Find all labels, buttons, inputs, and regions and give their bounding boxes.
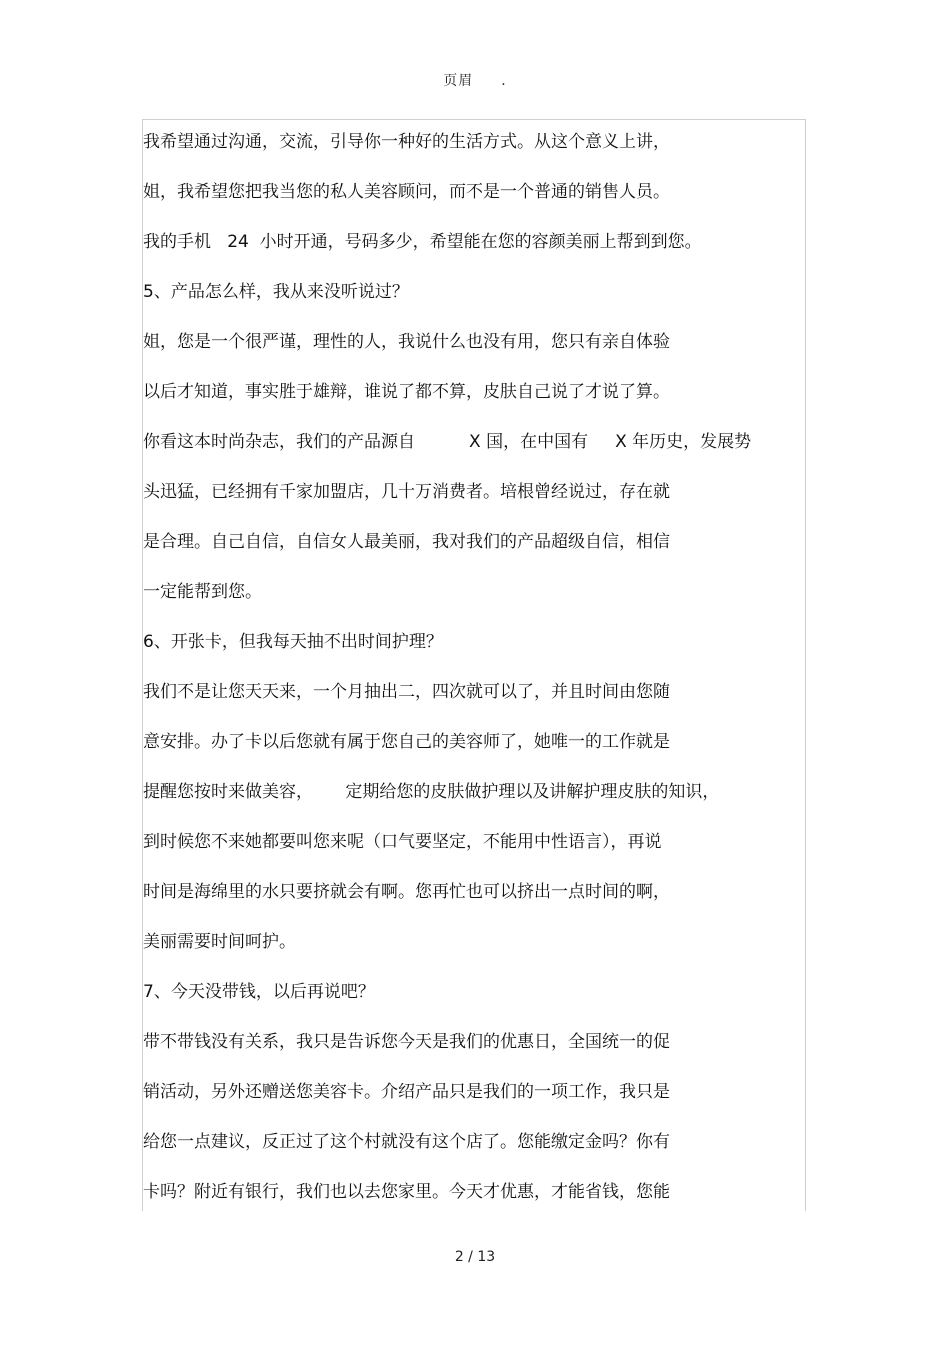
text-line: 姐，您是一个很严谨，理性的人，我说什么也没有用，您只有亲自体验 [143, 332, 670, 352]
text-line: 销活动，另外还赠送您美容卡。介绍产品只是我们的一项工作，我只是 [143, 1082, 670, 1102]
section-heading: 6、开张卡，但我每天抽不出时间护理？ [143, 632, 443, 652]
page-header [0, 70, 950, 90]
text-line: 卡吗？附近有银行，我们也以去您家里。今天才优惠，才能省钱，您能 [143, 1182, 670, 1202]
page-indicator: 2 / 13 [454, 1249, 496, 1265]
text-line: 你看这本时尚杂志，我们的产品源自 X 国，在中国有 X 年历史，发展势 [143, 432, 752, 452]
text-line: 以后才知道，事实胜于雄辩，谁说了都不算，皮肤自己说了才说了算。 [143, 382, 670, 402]
header-label: 页眉 [443, 73, 474, 89]
text-line: 美丽需要时间呵护。 [143, 932, 296, 952]
text-line: 带不带钱没有关系，我只是告诉您今天是我们的优惠日，全国统一的促 [143, 1032, 670, 1052]
text-line: 我们不是让您天天来，一个月抽出二，四次就可以了，并且时间由您随 [143, 682, 670, 702]
text-line: 是合理。自己自信，自信女人最美丽，我对我们的产品超级自信，相信 [143, 532, 670, 552]
text-line: 提醒您按时来做美容， 定期给您的皮肤做护理以及讲解护理皮肤的知识， [143, 782, 720, 802]
text-line: 到时候您不来她都要叫您来呢（口气要坚定，不能用中性语言），再说 [143, 832, 662, 852]
text-line: 一定能帮到您。 [143, 582, 262, 602]
text-line: 头迅猛，已经拥有千家加盟店，几十万消费者。培根曾经说过，存在就 [143, 482, 670, 502]
text-line: 给您一点建议，反正过了这个村就没有这个店了。您能缴定金吗？你有 [143, 1132, 670, 1152]
text-line: 意安排。办了卡以后您就有属于您自己的美容师了，她唯一的工作就是 [143, 732, 670, 752]
section-heading: 7、今天没带钱，以后再说吧？ [143, 982, 375, 1002]
section-heading: 5、产品怎么样，我从来没听说过？ [143, 282, 409, 302]
text-line: 我希望通过沟通，交流，引导你一种好的生活方式。从这个意义上讲， [143, 132, 670, 152]
text-line: 我的手机 24 小时开通，号码多少，希望能在您的容颜美丽上帮到到您。 [143, 232, 702, 252]
text-line: 时间是海绵里的水只要挤就会有啊。您再忙也可以挤出一点时间的啊， [143, 882, 670, 902]
text-line: 姐，我希望您把我当您的私人美容顾问，而不是一个普通的销售人员。 [143, 182, 670, 202]
header-dot: . [501, 73, 507, 89]
